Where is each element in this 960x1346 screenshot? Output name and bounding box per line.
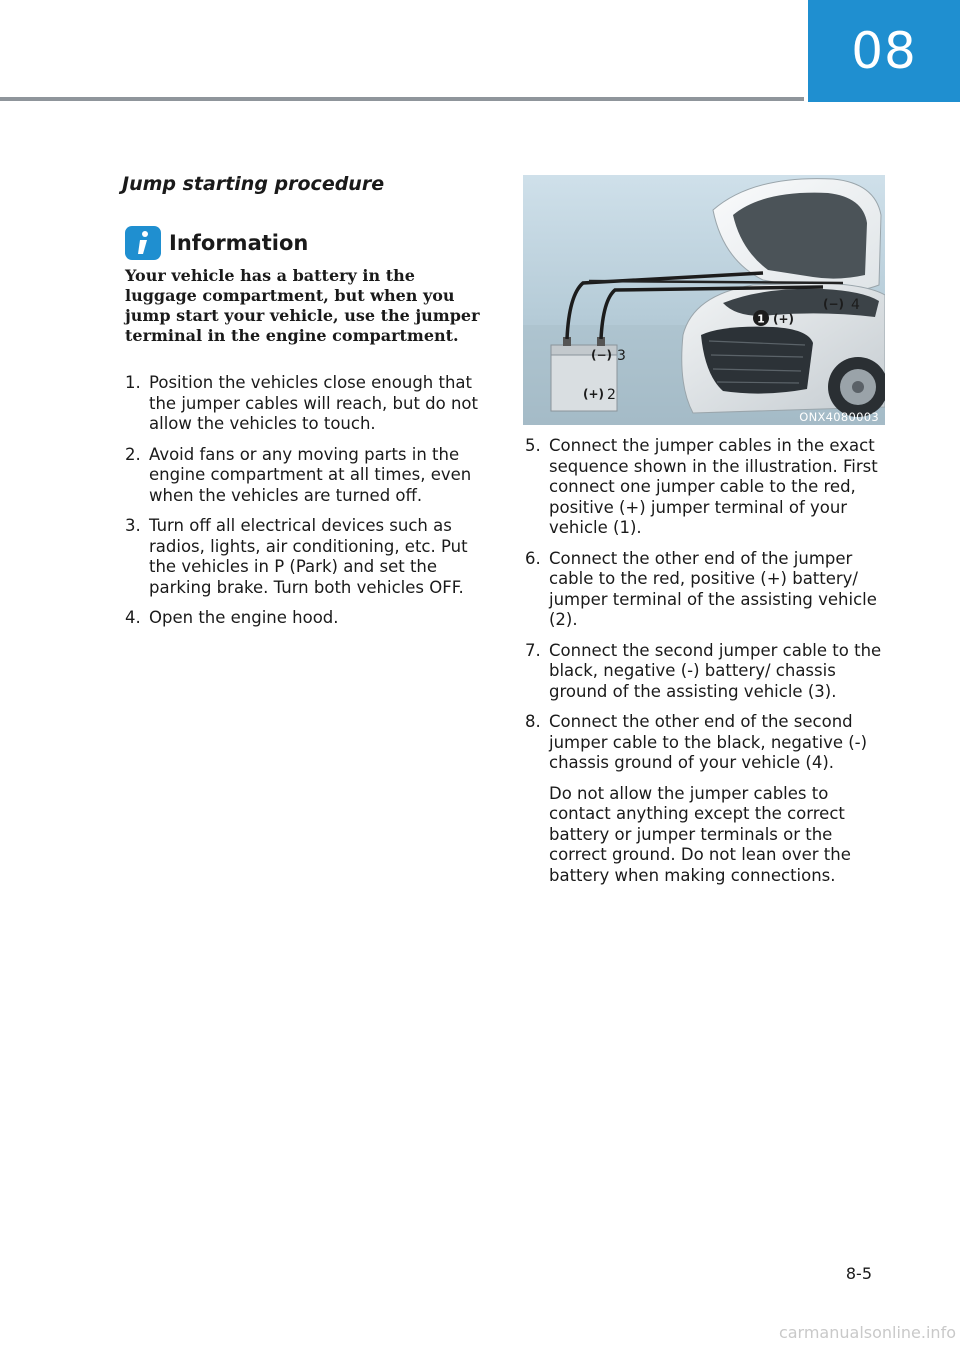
watermark: carmanualsonline.info <box>778 1323 956 1342</box>
callout-3-sign: (−) <box>591 348 613 362</box>
step-3 <box>125 516 490 598</box>
step-4 <box>125 608 490 629</box>
step-number: 2. <box>125 444 141 464</box>
callout-1-number: 1 <box>757 312 765 326</box>
chapter-tab <box>808 0 960 102</box>
step-number: 3. <box>125 516 141 535</box>
section-title: Jump starting procedure <box>122 173 385 195</box>
step-text: Connect the jumper cables in the exact sequence shown in the illustration. First connect one jumper cable to the red, positive (+) jumper terminal of your vehicle (1). <box>549 436 878 537</box>
jump-start-drawing <box>523 175 885 425</box>
header-rule <box>0 97 804 101</box>
chapter-number: 08 <box>851 22 917 80</box>
step-8-note: Do not allow the jumper cables to contact anything except the correct battery or jumper terminals or the correct ground. Do not lean over the battery when making connections. <box>549 783 851 885</box>
step-number: 4. <box>125 608 141 627</box>
page-number: 8-5 <box>845 1264 872 1283</box>
steps-list-right <box>525 436 887 896</box>
figure-code: ONX4080003 <box>799 410 879 424</box>
step-7 <box>525 641 887 703</box>
step-text: Open the engine hood. <box>149 608 339 627</box>
information-label: Information <box>169 231 309 255</box>
jump-start-illustration <box>523 175 885 425</box>
step-number: 1. <box>125 373 141 392</box>
step-2 <box>125 445 490 507</box>
step-number: 8. <box>525 712 541 731</box>
step-text: Turn off all electrical devices such as radios, lights, air conditioning, etc. Put the vehicles in P (Park) and set the parking brake. Turn both vehicles OFF. <box>149 516 468 597</box>
step-text: Connect the other end of the second jumper cable to the black, negative (-) chassis ground of your vehicle (4). <box>549 712 868 772</box>
callout-3-number: 3 <box>617 348 626 364</box>
step-5 <box>525 436 887 539</box>
information-heading <box>125 226 308 260</box>
information-body: Your vehicle has a battery in the luggage compartment, but when you jump start your vehicle, use the jumper terminal in the engine compartment. <box>125 266 480 345</box>
step-number: 6. <box>525 548 541 568</box>
callout-4-number: 4 <box>851 297 860 313</box>
steps-list-left <box>125 373 490 639</box>
step-text: Connect the second jumper cable to the black, negative (-) battery/ chassis ground of the assisting vehicle (3). <box>549 640 882 701</box>
step-6 <box>525 549 887 631</box>
step-text: Position the vehicles close enough that the jumper cables will reach, but do not allow the vehicles to touch. <box>149 373 479 433</box>
callout-2-sign: (+) <box>583 387 605 401</box>
step-number: 5. <box>525 436 541 455</box>
step-1 <box>125 373 490 435</box>
step-text: Avoid fans or any moving parts in the engine compartment at all times, even when the vehicles are turned off. <box>149 444 472 505</box>
step-8 <box>525 712 887 886</box>
info-icon <box>125 226 161 260</box>
callout-4-sign: (−) <box>823 297 845 311</box>
callout-2-number: 2 <box>607 387 616 403</box>
step-number: 7. <box>525 640 541 660</box>
step-text: Connect the other end of the jumper cable to the red, positive (+) battery/ jumper terminal of the assisting vehicle (2). <box>549 548 877 629</box>
callout-1-sign: (+) <box>773 312 795 326</box>
